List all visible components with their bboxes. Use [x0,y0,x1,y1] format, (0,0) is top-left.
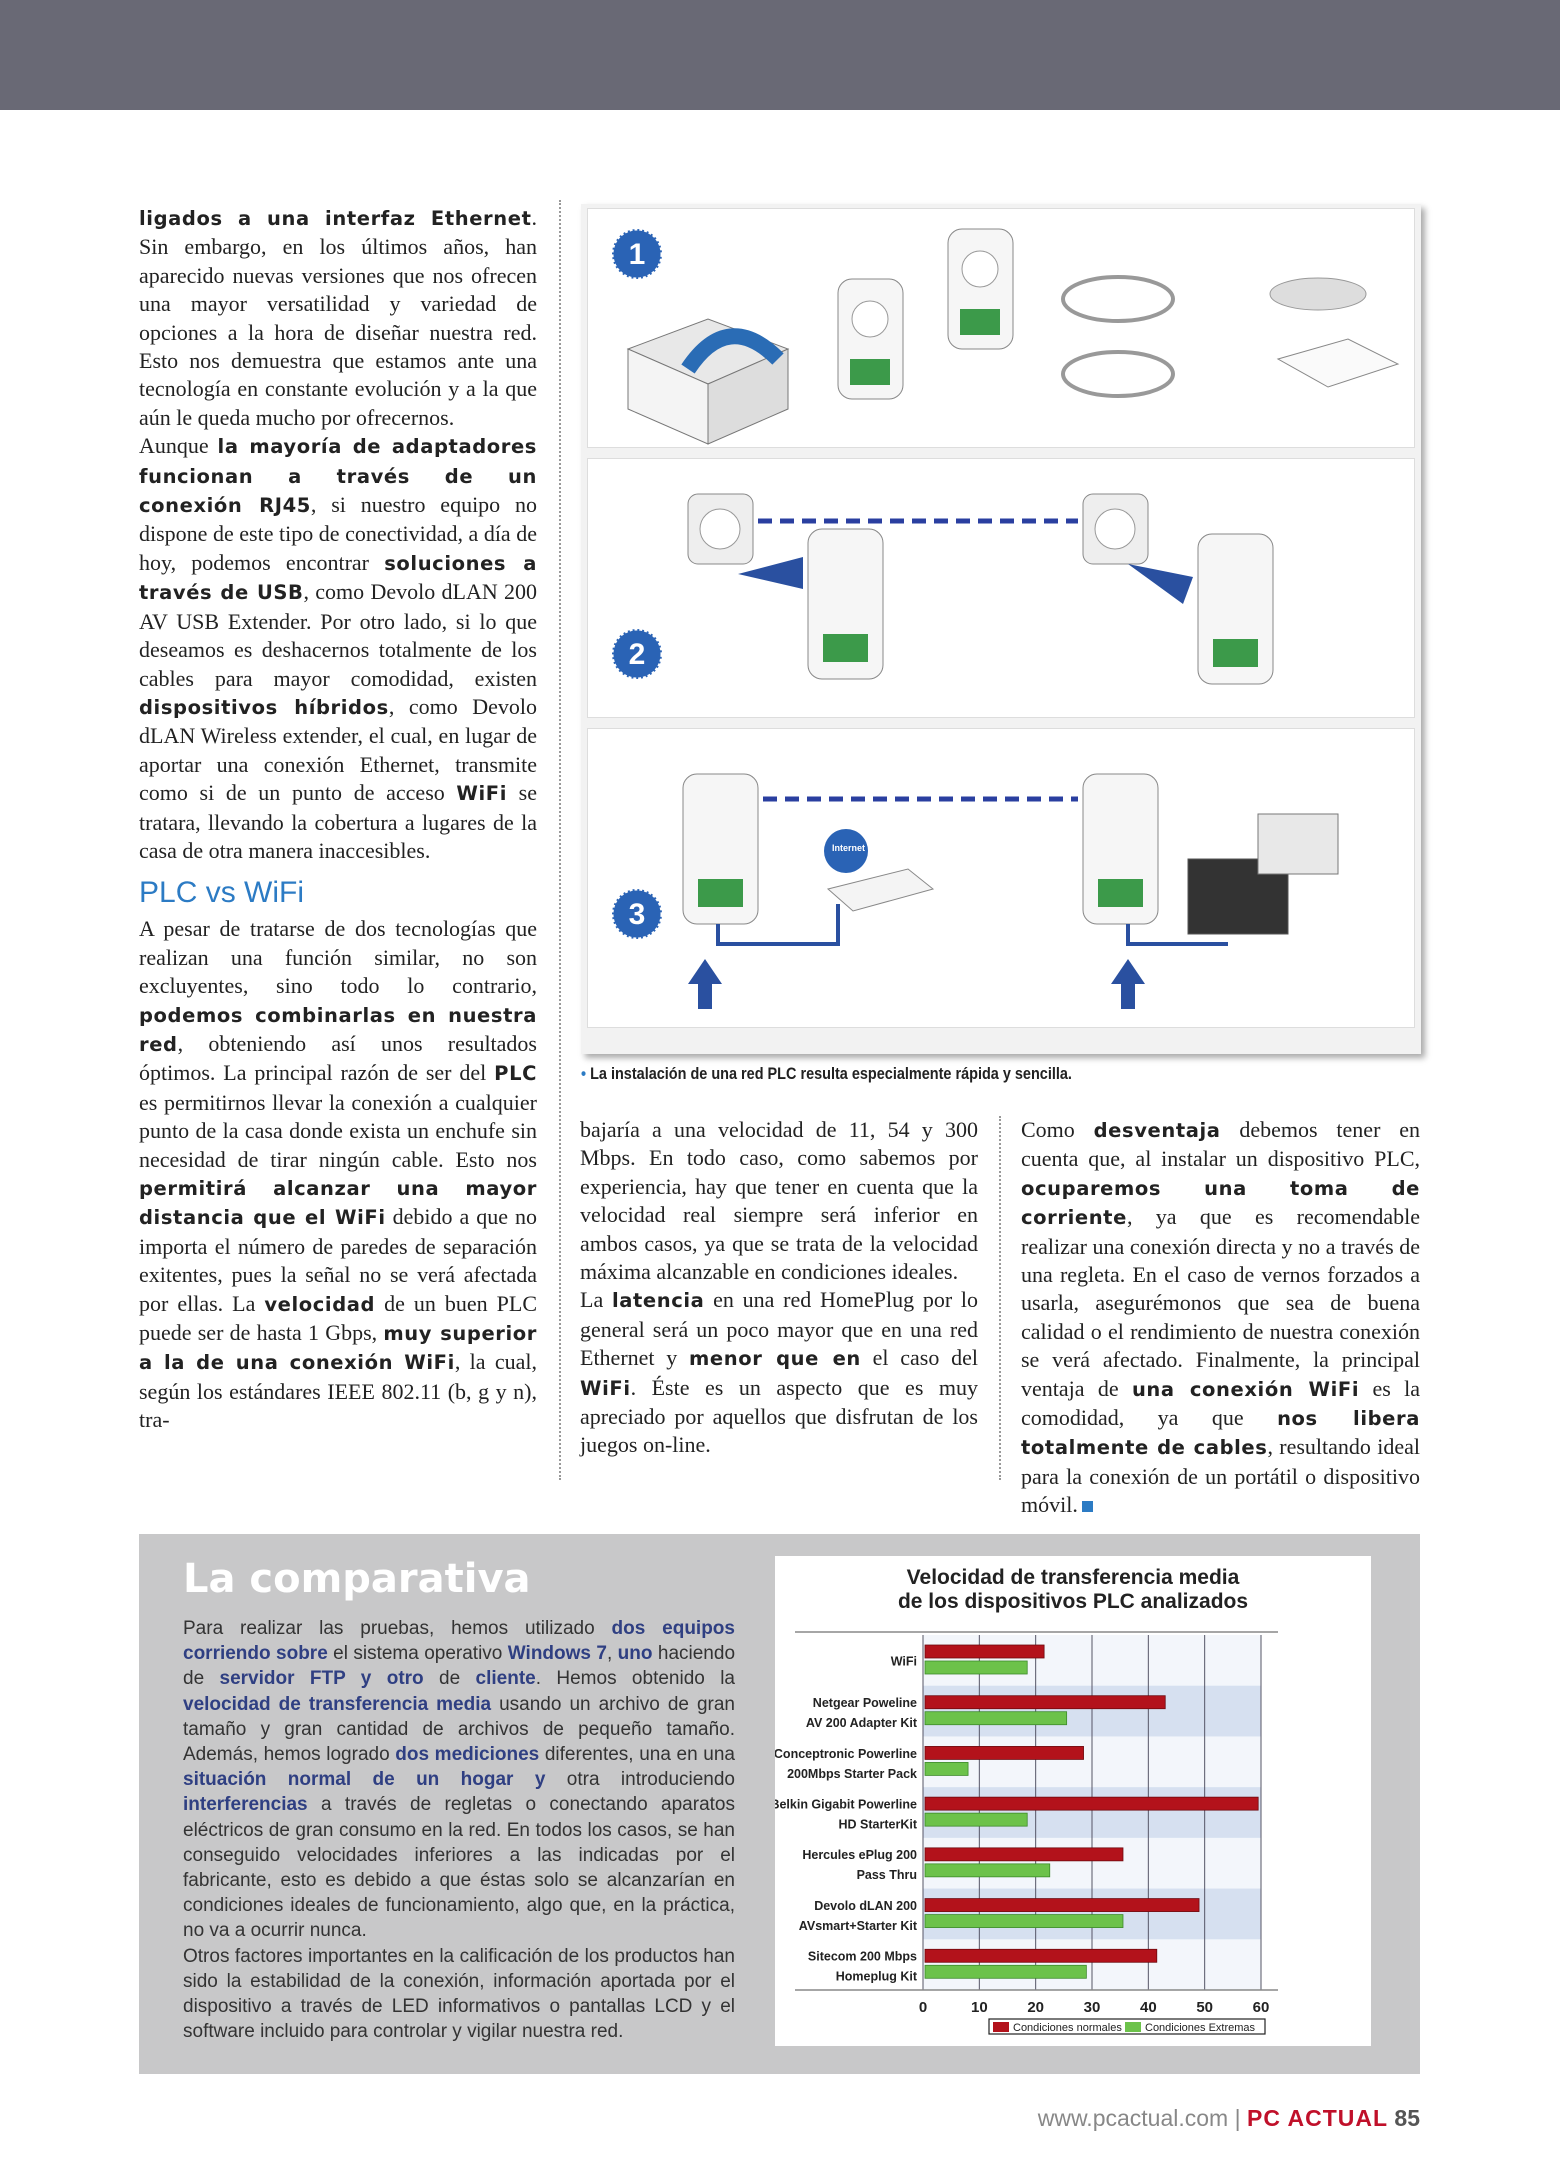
bold-text: soluciones a través de USB [139,551,537,605]
bold-text: ligados a una interfaz Ethernet [139,207,532,230]
bold-text: interferencias [183,1794,308,1816]
internet-label: Internet [832,843,866,853]
text: es la comodidad, ya que [1021,1375,1420,1431]
bold-text: WiFi [456,782,508,806]
bar-extremas [925,1965,1086,1978]
x-tick-label: 50 [1196,1999,1214,2016]
svg-text:1: 1 [628,238,646,271]
category-label: Sitecom 200 Mbps [807,1949,917,1964]
legend-label: Condiciones Extremas [1145,2022,1256,2034]
text: . Hemos obtenido la [535,1668,735,1690]
footer-url: www.pcactual.com [1037,2105,1229,2131]
middle-column-text [580,1116,978,1460]
paragraph [139,432,537,865]
legend-swatch [993,2022,1009,2032]
text: diferentes, una en una [539,1744,735,1766]
page-footer [1038,2105,1420,2132]
bar-normales [925,1949,1157,1962]
bold-text: dos mediciones [395,1744,540,1766]
connect-devices-image [588,729,1416,1029]
text: de [423,1668,476,1690]
bold-text: permitirá alcanzar una mayor distancia que el WiFi [139,1177,537,1230]
bar-normales [925,1797,1258,1810]
bar-normales [925,1746,1084,1759]
bold-text: situación normal de un hogar y [183,1769,546,1791]
paragraph [139,204,537,432]
right-column [1021,1116,1420,1520]
bar-normales [925,1899,1199,1912]
x-tick-label: 60 [1252,1999,1270,2016]
header-bar [0,0,1560,110]
x-tick-label: 20 [1027,1999,1045,2016]
bullet-icon: • [581,1064,591,1083]
x-tick-label: 30 [1083,1999,1101,2016]
paragraph [1021,1116,1420,1520]
step-1-panel [587,208,1415,448]
text: usando un archivo de gran tamaño y gran cantidad de archivos de pequeño tamaño. Además, hemos logrado [183,1693,735,1766]
x-tick-label: 40 [1139,1999,1157,2016]
chart-svg [775,1556,1371,2046]
paragraph [580,1116,978,1286]
speed-chart [775,1556,1371,2046]
text: Aunque [139,433,218,459]
bold-text: Windows 7 [507,1643,607,1665]
text: La [580,1287,612,1313]
paragraph [580,1286,978,1459]
category-label: AVsmart+Starter Kit [798,1918,917,1933]
step-badge-3 [609,886,665,947]
bar-normales [925,1848,1123,1861]
bold-text: menor que en [689,1347,861,1371]
text: Para realizar las pruebas, hemos utilizado [183,1618,612,1639]
svg-text:2: 2 [628,638,646,671]
bar-normales [925,1645,1044,1658]
text: debido a que no importa el número de paredes de separación exitentes, pues la señal no se verá afectada por ellas. La [139,1204,538,1316]
end-mark-icon [1082,1501,1093,1512]
x-tick-label: 10 [970,1999,988,2016]
step-badge-2 [609,626,665,687]
text: haciendo de [183,1643,736,1690]
bar-normales [925,1696,1165,1709]
bold-text: WiFi [580,1376,631,1400]
category-label: Homeplug Kit [835,1969,917,1984]
step-2-panel [587,458,1415,718]
category-label: AV 200 Adapter Kit [805,1716,917,1731]
category-label: Hercules ePlug 200 [802,1848,917,1863]
bold-text: uno [617,1643,653,1665]
text: , si nuestro equipo no dispone de este tipo de conectividad, a día de hoy, podemos encontrar [139,492,537,575]
middle-column [580,1116,978,1460]
bold-text: velocidad de transferencia media [183,1693,492,1715]
installation-illustration [581,204,1421,1054]
text: , obteniendo así unos resultados óptimos. La principal razón de ser del [139,1030,537,1086]
bold-text: nos libera totalmente de cables [1021,1407,1420,1460]
paragraph [183,1944,735,2045]
bold-text: muy superior a la de una conexión WiFi [139,1322,537,1375]
text: , resultando ideal para la conexión de un portátil o dispositivo móvil. [1021,1434,1420,1518]
text: bajaría a una velocidad de 11, 54 y 300 Mbps. En todo caso, como sabemos por experiencia, hay que tener en cuenta que la velocidad real siempre será inferior en ambos casos, ya que se trata de la velocidad máxima alcanzable en condiciones ideales. [580,1117,978,1285]
category-label: WiFi [890,1654,917,1669]
text: Como [1021,1117,1094,1142]
paragraph [183,1616,735,1944]
bar-extremas [925,1661,1027,1674]
step-badge-1 [609,226,665,287]
bold-text: cliente [475,1668,536,1690]
bold-text: dispositivos híbridos [139,695,389,719]
text: a través de regletas o conectando aparatos eléctricos de gran consumo en la red. En todos los casos, se han conseguido velocidades inferiores a las indicadas por el fabricante, esto es debido a que éstas solo se alcanzarían en condiciones ideales de funcionamiento, algo que, en la práctica, no va a ocurrir nunca. [183,1794,735,1942]
category-label: HD StarterKit [838,1817,917,1832]
column-divider [559,200,561,1480]
bar-extremas [925,1712,1067,1725]
bold-text: PLC [494,1062,537,1086]
category-label: Belkin Gigabit Powerline [775,1797,917,1812]
text: es permitirnos llevar la conexión a cualquier punto de la casa donde exista un enchufe sin necesidad de tirar ningún cable. Esto nos [139,1089,537,1172]
chart-title: de los dispositivos PLC analizados [897,1590,1249,1613]
bold-text: desventaja [1093,1119,1221,1142]
paragraph [139,915,537,1434]
left-column [139,204,537,1435]
footer-separator: | [1234,2105,1241,2131]
right-column-text [1021,1116,1420,1520]
plug-in-adapters-image [588,459,1416,719]
bar-extremas [925,1762,968,1775]
bar-extremas [925,1915,1123,1928]
text: se tratara, llevando la cobertura a lugares de la casa de otra manera inaccesibles. [139,780,537,863]
bold-text: latencia [611,1289,705,1313]
left-column-text [139,204,537,865]
footer-brand: PC ACTUAL [1246,2105,1389,2131]
text: . Éste es un aspecto que es muy apreciado por aquellos que disfrutan de los juegos on-line. [580,1374,978,1458]
bold-text: ocuparemos una toma de corriente [1021,1176,1420,1230]
step-3-panel [587,728,1415,1028]
bold-text: dos equipos corriendo sobre [183,1618,735,1665]
text: A pesar de tratarse de dos tecnologías que realizan una función similar, no son excluyentes, sino todo lo contrario, [139,916,537,999]
bar-extremas [925,1813,1027,1826]
bar-extremas [925,1864,1050,1877]
category-label: 200Mbps Starter Pack [787,1766,917,1781]
left-column-text-2 [139,915,537,1434]
column-divider [999,1116,1001,1480]
category-label: Netgear Poweline [812,1696,917,1711]
text: en una red HomePlug por lo general será un poco mayor que en una red Ethernet y [580,1287,978,1371]
bold-text: podemos combinarlas en nuestra red [139,1003,537,1056]
text: , como Devolo dLAN 200 AV USB Extender. Por otro lado, si lo que deseamos es deshacernos totalmente de los cables para mayor comodidad, existen [139,579,537,691]
category-label: Conceptronic Powerline [775,1746,917,1761]
text: , ya que es recomendable realizar una conexión directa y no a través de una regleta. En el caso de vernos forzados a usarla, asegurémonos que sea de buena calidad o el rendimiento de nuestra conexión se verá afectado. Finalmente, la principal ventaja de [1021,1204,1420,1401]
comparativa-text [183,1616,735,2044]
text: , la cual, según los estándares IEEE 802.11 (b, g y n), tra- [139,1349,537,1433]
chart-title: Velocidad de transferencia media [906,1566,1240,1589]
image-caption [581,1064,1072,1084]
caption-text: La instalación de una red PLC resulta especialmente rápida y sencilla. [590,1064,1072,1083]
text: Otros factores importantes en la calificación de los productos han sido la estabilidad de la conexión, información aportada por el dispositivo a través de LED informativos o pantallas LCD y el software incluido para controlar y vigilar nuestra red. [183,1945,735,2043]
section-heading: PLC vs WiFi [139,876,304,910]
box-and-adapters-image [588,209,1416,449]
text: debemos tener en cuenta que, al instalar un dispositivo PLC, [1021,1117,1420,1172]
svg-text:3: 3 [628,898,646,931]
text: otra introduciendo [545,1769,735,1791]
text: de un buen PLC puede ser de hasta 1 Gbps, [139,1290,537,1346]
text: el sistema operativo [327,1643,508,1665]
text: . Sin embargo, en los últimos años, han aparecido nuevas versiones que nos ofrecen una mayor versatilidad y variedad de opciones a la hora de diseñar nuestra red. Esto nos demuestra que estamos ante una tecnología en constante evolución y a la que aún le queda mucho por ofrecernos. [139,205,537,430]
text: el caso del [860,1345,978,1371]
bold-text: velocidad [264,1292,376,1316]
x-tick-label: 0 [918,1999,928,2016]
page-number: 85 [1394,2105,1420,2131]
text: , [606,1643,618,1665]
bold-text: servidor FTP y otro [219,1668,424,1690]
bold-text: una conexión WiFi [1131,1377,1360,1401]
text: , como Devolo dLAN Wireless extender, el cual, en lugar de aportar una conexión Ethernet, transmite como si de un punto de acceso [139,693,537,806]
comparativa-title: La comparativa [183,1556,531,1602]
category-label: Devolo dLAN 200 [814,1898,917,1913]
legend-label: Condiciones normales [1013,2022,1122,2034]
legend-swatch [1125,2022,1141,2032]
bold-text: la mayoría de adaptadores funcionan a través de un conexión RJ45 [139,435,538,518]
category-label: Pass Thru [856,1868,917,1883]
